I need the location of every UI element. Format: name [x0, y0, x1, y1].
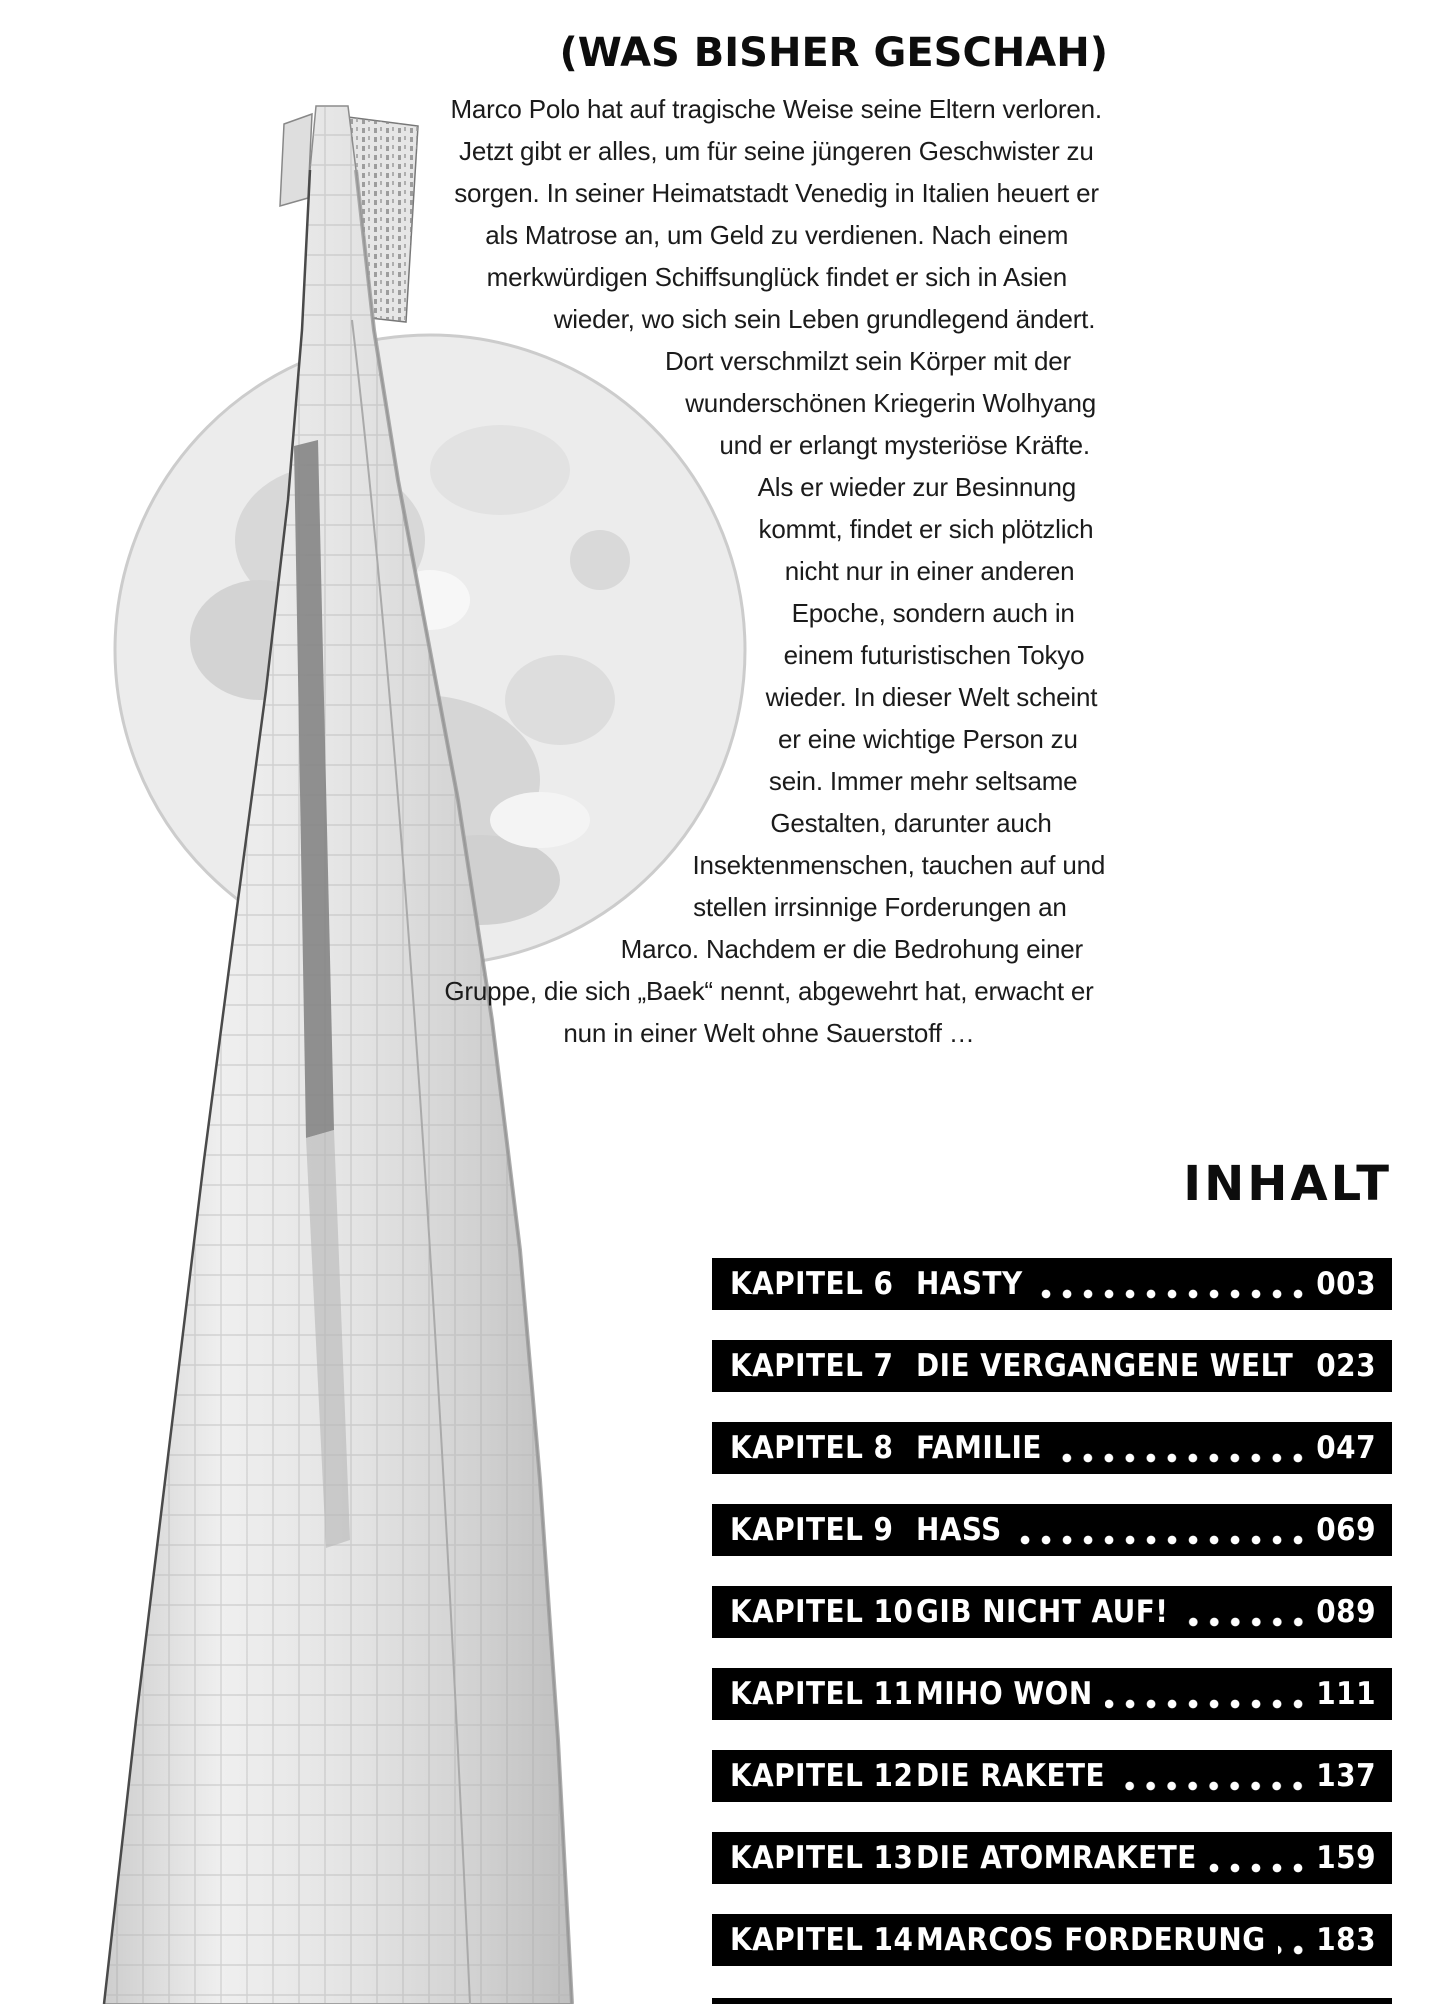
- recap-title: (WAS BISHER GESCHAH): [559, 30, 1108, 76]
- toc-heading: INHALT: [1183, 1156, 1392, 1212]
- toc-row: [712, 1832, 1392, 1884]
- toc-page-number: 047: [1316, 1430, 1376, 1466]
- toc-chapter-title: HASTY: [916, 1266, 1023, 1302]
- dot-leader: [1305, 1371, 1308, 1381]
- toc-chapter-label: KAPITEL 13: [730, 1840, 914, 1876]
- toc-chapter-label: KAPITEL 10: [730, 1594, 914, 1630]
- toc-row: [712, 1750, 1392, 1802]
- toc-page-number: 137: [1316, 1758, 1376, 1794]
- toc-chapter-title: FAMILIE: [916, 1430, 1042, 1466]
- toc-page-number: 111: [1316, 1676, 1376, 1712]
- dot-leader: [1181, 1617, 1309, 1627]
- toc-page-number: 069: [1316, 1512, 1376, 1548]
- dot-leader: [1105, 1699, 1309, 1709]
- toc-row-partial: [712, 1998, 1392, 2004]
- toc-row: [712, 1586, 1392, 1638]
- toc-chapter-title: DIE RAKETE: [916, 1758, 1106, 1794]
- toc-list: [712, 1258, 1392, 1966]
- toc-chapter-title: DIE ATOMRAKETE: [916, 1840, 1197, 1876]
- dot-leader: [1209, 1863, 1309, 1873]
- toc-page-number: 089: [1316, 1594, 1376, 1630]
- toc-chapter-label: KAPITEL 11: [730, 1676, 914, 1712]
- toc-page-number: 023: [1316, 1348, 1376, 1384]
- toc-page-number: 183: [1316, 1922, 1376, 1958]
- toc-chapter-title: GIB NICHT AUF!: [916, 1594, 1169, 1630]
- toc-row: [712, 1258, 1392, 1310]
- recap-section: [430, 30, 1108, 1054]
- recap-body: [430, 88, 1108, 1054]
- toc-row: [712, 1340, 1392, 1392]
- toc-page-number: 003: [1316, 1266, 1376, 1302]
- recap-text: Marco Polo hat auf tragische Weise seine Eltern verloren. Jetzt gibt er alles, um für seine jüngeren Geschwister zu sorgen. In seiner Heimatstadt Venedig in Italien heuert er als Matrose an, um Geld zu verdienen. Nach einem merkwürdigen Schiffsunglück findet er sich in Asien wieder, wo sich sein Leben grundlegend ändert. Dort verschmilzt sein Körper mit der wunderschönen Kriegerin Wolhyang und er erlangt mysteriöse Kräfte. Als er wieder zur Besinnung kommt, findet er sich plötzlich nicht nur in einer anderen Epoche, sondern auch in einem futuristischen Tokyo wieder. In dieser Welt scheint er eine wichtige Person zu sein. Immer mehr seltsame Gestalten, darunter auch Insektenmenschen, tauchen auf und stellen irrsinnige Forderungen an Marco. Nachdem er die Bedrohung einer Gruppe, die sich „Baek“ nennt, abgewehrt hat, erwacht er nun in einer Welt ohne Sauerstoff …: [444, 94, 1106, 1048]
- toc-row: [712, 1668, 1392, 1720]
- toc-chapter-title: HASS: [916, 1512, 1002, 1548]
- toc-chapter-title: DIE VERGANGENE WELT: [916, 1348, 1294, 1384]
- toc-chapter-title: MARCOS FORDERUNG: [916, 1922, 1266, 1958]
- toc-chapter-label: KAPITEL 7: [730, 1348, 894, 1384]
- dot-leader: [1117, 1781, 1308, 1791]
- toc-row: [712, 1504, 1392, 1556]
- dot-leader: [1054, 1453, 1308, 1463]
- dot-leader: [1278, 1945, 1309, 1955]
- toc-chapter-label: KAPITEL 14: [730, 1922, 914, 1958]
- dot-leader: [1014, 1535, 1309, 1545]
- toc-chapter-label: KAPITEL 12: [730, 1758, 914, 1794]
- dot-leader: [1035, 1289, 1309, 1299]
- toc-page-number: 159: [1316, 1840, 1376, 1876]
- toc-row: [712, 1914, 1392, 1966]
- toc-chapter-label: KAPITEL 9: [730, 1512, 894, 1548]
- toc-chapter-title: MIHO WON: [916, 1676, 1093, 1712]
- toc-chapter-label: KAPITEL 8: [730, 1430, 894, 1466]
- toc-row: [712, 1422, 1392, 1474]
- toc-chapter-label: KAPITEL 6: [730, 1266, 894, 1302]
